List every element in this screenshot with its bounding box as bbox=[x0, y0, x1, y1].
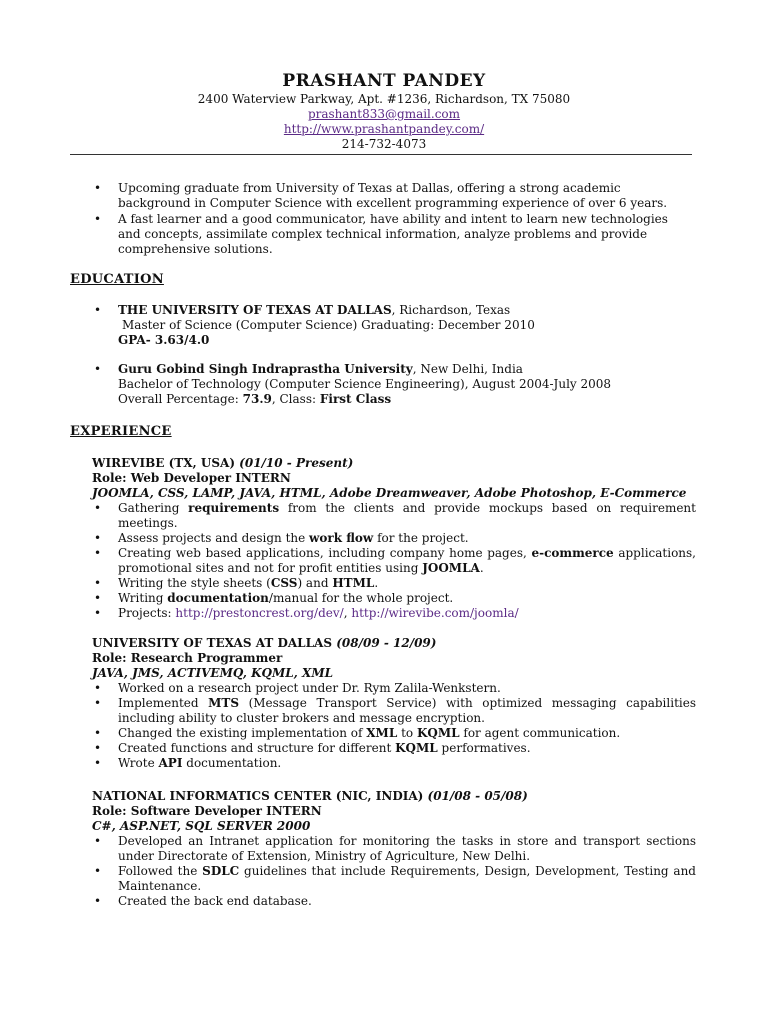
summary-section bbox=[92, 181, 692, 258]
phone-number: 214-732-4073 bbox=[341, 137, 427, 151]
gpa: GPA- 3.63/4.0 bbox=[118, 333, 210, 347]
education-entry-ggsipu bbox=[92, 362, 692, 407]
job-org: NATIONAL INFORMATICS CENTER (NIC, INDIA) bbox=[92, 789, 428, 803]
job-tech: JAVA, JMS, ACTIVEMQ, KQML, XML bbox=[92, 666, 334, 680]
job-bullet: • Changed the existing implementation of XML to KQML for agent communication. bbox=[92, 726, 696, 741]
school-name: Guru Gobind Singh Indraprastha University bbox=[118, 362, 413, 376]
email-link[interactable]: prashant833@gmail.com bbox=[307, 107, 461, 121]
school-location: , Richardson, Texas bbox=[391, 303, 511, 317]
address: 2400 Waterview Parkway, Apt. #1236, Richardson, TX 75080 bbox=[197, 92, 571, 106]
education-heading: EDUCATION bbox=[70, 272, 164, 287]
project-link-prestoncrest[interactable]: http://prestoncrest.org/dev/ bbox=[175, 606, 344, 620]
school-name: THE UNIVERSITY OF TEXAS AT DALLAS bbox=[118, 303, 392, 317]
degree: Bachelor of Technology (Computer Science Engineering), August 2004-July 2008 bbox=[118, 377, 612, 391]
school-location: , New Delhi, India bbox=[412, 362, 523, 376]
job-bullet: • Wrote API documentation. bbox=[92, 756, 696, 771]
job-dates: (08/09 - 12/09) bbox=[336, 636, 437, 650]
job-dates: (01/08 - 05/08) bbox=[427, 789, 528, 803]
job-wirevibe bbox=[92, 456, 696, 621]
job-bullet: • Implemented MTS (Message Transport Service) with optimized messaging capabilities including ability to cluster brokers and message encryption. bbox=[92, 696, 696, 726]
job-tech: JOOMLA, CSS, LAMP, JAVA, HTML, Adobe Dreamweaver, Adobe Photoshop, E-Commerce bbox=[92, 486, 687, 500]
experience-heading: EXPERIENCE bbox=[70, 424, 172, 439]
job-bullet: • Writing the style sheets (CSS) and HTML. bbox=[92, 576, 696, 591]
percentage-value: 73.9 bbox=[242, 392, 272, 406]
job-bullet: • Followed the SDLC guidelines that include Requirements, Design, Development, Testing and Maintenance. bbox=[92, 864, 696, 894]
job-bullet: • Writing documentation/manual for the whole project. bbox=[92, 591, 696, 606]
job-bullet: • Created the back end database. bbox=[92, 894, 696, 909]
job-org: WIREVIBE (TX, USA) bbox=[92, 456, 240, 470]
job-bullet: • Created functions and structure for different KQML performatives. bbox=[92, 741, 696, 756]
summary-item: • Upcoming graduate from University of Texas at Dallas, offering a strong academic background in Computer Science with excellent programming experience of over 6 years. bbox=[92, 181, 692, 211]
job-nic bbox=[92, 789, 696, 909]
job-bullet: • Developed an Intranet application for monitoring the tasks in store and transport sections under Directorate of Extension, Ministry of Agriculture, New Delhi. bbox=[92, 834, 696, 864]
class-value: First Class bbox=[319, 392, 392, 406]
job-org: UNIVERSITY OF TEXAS AT DALLAS bbox=[92, 636, 337, 650]
job-bullet: • Worked on a research project under Dr. Rym Zalila-Wenkstern. bbox=[92, 681, 696, 696]
project-link-wirevibe[interactable]: http://wirevibe.com/joomla/ bbox=[351, 606, 519, 620]
job-tech: C#, ASP.NET, SQL SERVER 2000 bbox=[92, 819, 311, 833]
job-utd bbox=[92, 636, 696, 771]
job-role: Role: Software Developer INTERN bbox=[92, 804, 322, 818]
job-role: Role: Research Programmer bbox=[92, 651, 283, 665]
class-label: , Class: bbox=[271, 392, 320, 406]
job-bullet: • Gathering requirements from the clients and provide mockups based on requirement meetings. bbox=[92, 501, 696, 531]
resume-header bbox=[0, 70, 768, 152]
website-link[interactable]: http://www.prashantpandey.com/ bbox=[283, 122, 485, 136]
education-entry-utd bbox=[92, 303, 692, 348]
job-bullet-projects: • Projects: http://prestoncrest.org/dev/, http://wirevibe.com/joomla/ bbox=[92, 606, 696, 621]
job-bullet: • Assess projects and design the work flow for the project. bbox=[92, 531, 696, 546]
job-dates: (01/10 - Present) bbox=[239, 456, 354, 470]
summary-item: • A fast learner and a good communicator, have ability and intent to learn new technologies and concepts, assimilate complex technical information, analyze problems and provide comprehensive solutions. bbox=[92, 212, 692, 257]
candidate-name: PRASHANT PANDEY bbox=[282, 71, 486, 91]
job-bullet: • Creating web based applications, including company home pages, e-commerce applications, promotional sites and not for profit entities using JOOMLA. bbox=[92, 546, 696, 576]
percentage-label: Overall Percentage: bbox=[118, 392, 243, 406]
job-role: Role: Web Developer INTERN bbox=[92, 471, 291, 485]
degree: Master of Science (Computer Science) Graduating: December 2010 bbox=[122, 318, 535, 332]
header-divider bbox=[70, 154, 692, 155]
